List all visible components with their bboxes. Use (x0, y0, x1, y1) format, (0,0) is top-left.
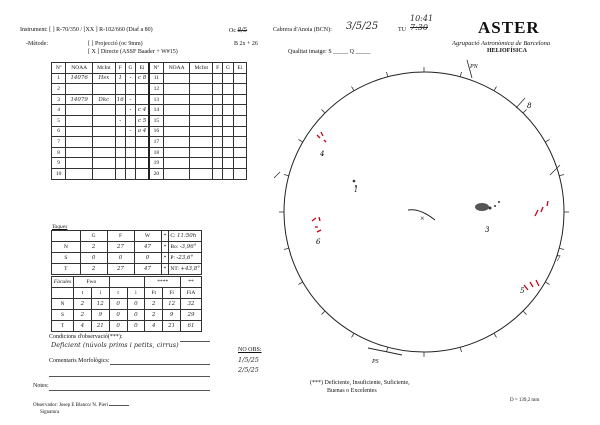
group-label-1: 1 (354, 187, 358, 194)
limb-tick (321, 311, 325, 315)
taques-row-s: S 0 0 0 * P: -23,6° (52, 253, 202, 264)
limb-tick (545, 140, 549, 143)
limb-tick (298, 282, 302, 285)
limb-tick (284, 174, 289, 175)
group-row: 3 14079 Dkc 16 - 13 (52, 94, 247, 105)
group-label-3: 3 (485, 226, 490, 234)
group-row: 8 18 (52, 147, 247, 158)
no-obs-date-2: 2/5/25 (238, 366, 259, 374)
group-row: 1 14076 Hsx 1 - c 8 11 (52, 73, 247, 84)
limb-tick (321, 109, 325, 113)
notes-line (49, 390, 210, 391)
no-obs-date-1: 1/5/25 (238, 356, 259, 364)
faculae-marks (312, 132, 548, 290)
limb-tick (559, 174, 564, 175)
limb-tick (284, 248, 289, 249)
limb-ticks (279, 67, 569, 357)
group-row: 10 20 (52, 168, 247, 179)
group-label-6: 6 (316, 238, 321, 246)
tu-struck-value: 7:30 (410, 23, 428, 32)
solar-disk-drawing (260, 60, 580, 370)
taques-row-n: N 2 27 47 * Bo: -3,96° (52, 242, 202, 253)
observer-line: Observador: Josep E Blanco/ N. Pieri (33, 403, 129, 408)
observer-name: Josep E Blanco/ N. Pieri (58, 403, 108, 408)
tu-label: TU (398, 27, 406, 33)
pn-label: PN (470, 64, 478, 70)
brand-name: ASTER (478, 18, 540, 37)
group-row: 6 - a 4 16 (52, 126, 247, 137)
group-row: 2 12 (52, 84, 247, 95)
instrument-line (20, 27, 153, 33)
conditions-legend-line-2: Buenas o Excelentes (327, 388, 377, 394)
groups-table: Nº NOAA McInt F G Ei Nº NOAA McInt F G Ei 1 14076 Hsx 1 - c 8 11 2 12 3 14079 Dkc 16 - 13 4 - c 4 14 5 - c 5 15 6 - a 4 16 7 17 8 18 9 19 10 20 (51, 62, 247, 180)
comments-line (110, 364, 210, 365)
limb-tick (559, 248, 564, 249)
limb-tick (545, 282, 549, 285)
instrument-label: Instrument: (20, 27, 48, 33)
facula-group-5 (524, 280, 539, 290)
taques-row-t: T 2 27 47 * NT: +43,8° (52, 264, 202, 275)
facula-group-4 (317, 132, 326, 142)
group-row: 4 - c 4 14 (52, 105, 247, 116)
sunspot-group-1 (353, 180, 356, 183)
notes-label: Notes: (33, 383, 49, 389)
comments-line-2 (49, 376, 210, 377)
facules-table: Fàcules Fwo **** ** t i t i Ft Fi FiA N 2 12 0 0 2 12 32 S 2 9 0 0 2 9 29 T 4 21 0 0 4 21 61 (51, 276, 202, 332)
projection-option: [ ] Projecció (oc 9mm) (88, 41, 143, 47)
tu-value: 10:41 (410, 14, 434, 23)
oc-value: 8/5 (237, 27, 248, 34)
taques-table: G F W * C: 11:50h N 2 27 47 * Bo: -3,96° S 0 0 0 * P: -23,6° T 2 27 47 * NT: +43,8° (51, 230, 202, 275)
method-label: -Mètode: (26, 41, 48, 47)
limb-tick (460, 72, 461, 77)
brand-subtitle: Agrupació Astronòmica de Barcelona (452, 40, 551, 47)
group-label-4: 4 (320, 150, 325, 158)
facules-row: N 2 12 0 0 2 12 32 (52, 299, 202, 310)
limb-tick (386, 72, 387, 77)
facules-row: S 2 9 0 0 2 9 29 (52, 310, 202, 321)
facula-group-7 (535, 201, 548, 216)
limb-tick (494, 333, 497, 337)
group-label-7: 7 (556, 255, 561, 263)
limb-tick (523, 109, 527, 113)
group-label-5: 5 (520, 287, 525, 295)
image-quality: Qualitat imatge: S _____ Q _____ (288, 49, 371, 55)
limb-tick (298, 140, 302, 143)
instrument-options: [ ] R-70/350 / [XX ] R-102/660 (Diaf a 80) (49, 27, 153, 33)
facules-row: T 4 21 0 0 4 21 61 (52, 321, 202, 332)
group-row: 5 - c 5 15 (52, 115, 247, 126)
signature-label: Signatura (40, 410, 60, 415)
observation-date: 3/5/25 (346, 21, 379, 32)
solar-disk (284, 72, 564, 352)
brand-section: HELIOFÍSICA (487, 48, 528, 54)
direct-option: [ X ] Directe (ASSF Baader + W#15) (88, 49, 178, 55)
group-row: 7 17 (52, 137, 247, 148)
sunspot-group-3-main (475, 203, 489, 211)
conditions-label: Condicions d'observació(***): (49, 334, 123, 340)
limb-tick (523, 311, 527, 315)
conditions-line (180, 341, 210, 342)
group-row: 9 19 (52, 158, 247, 169)
conditions-legend-line-1: (***) Deficiente, Insuficiente, Suficiente, (310, 380, 410, 386)
limb-tick (460, 347, 461, 352)
disk-diameter: D = 139,2 mm (510, 398, 540, 403)
limb-tick (494, 86, 497, 90)
oc-field: Oc 8/5 (229, 27, 248, 34)
facula-group-6 (312, 217, 321, 232)
conditions-value: Deficient (núvols prims i petits, cirrus) (51, 341, 179, 349)
center-mark: × (420, 214, 425, 223)
ps-label: PS (372, 359, 379, 365)
no-obs-label: NO OBS: (238, 347, 262, 353)
taques-title: Taques (52, 224, 68, 230)
location-label: Cabrera d'Anoia (BCN): (273, 27, 332, 33)
comments-label: Comentaris Morfològics: (49, 358, 110, 364)
limb-tick (352, 333, 355, 337)
magnification: B 2x + 26 (234, 41, 258, 47)
limb-tick (352, 86, 355, 90)
group-label-8: 8 (527, 102, 532, 110)
